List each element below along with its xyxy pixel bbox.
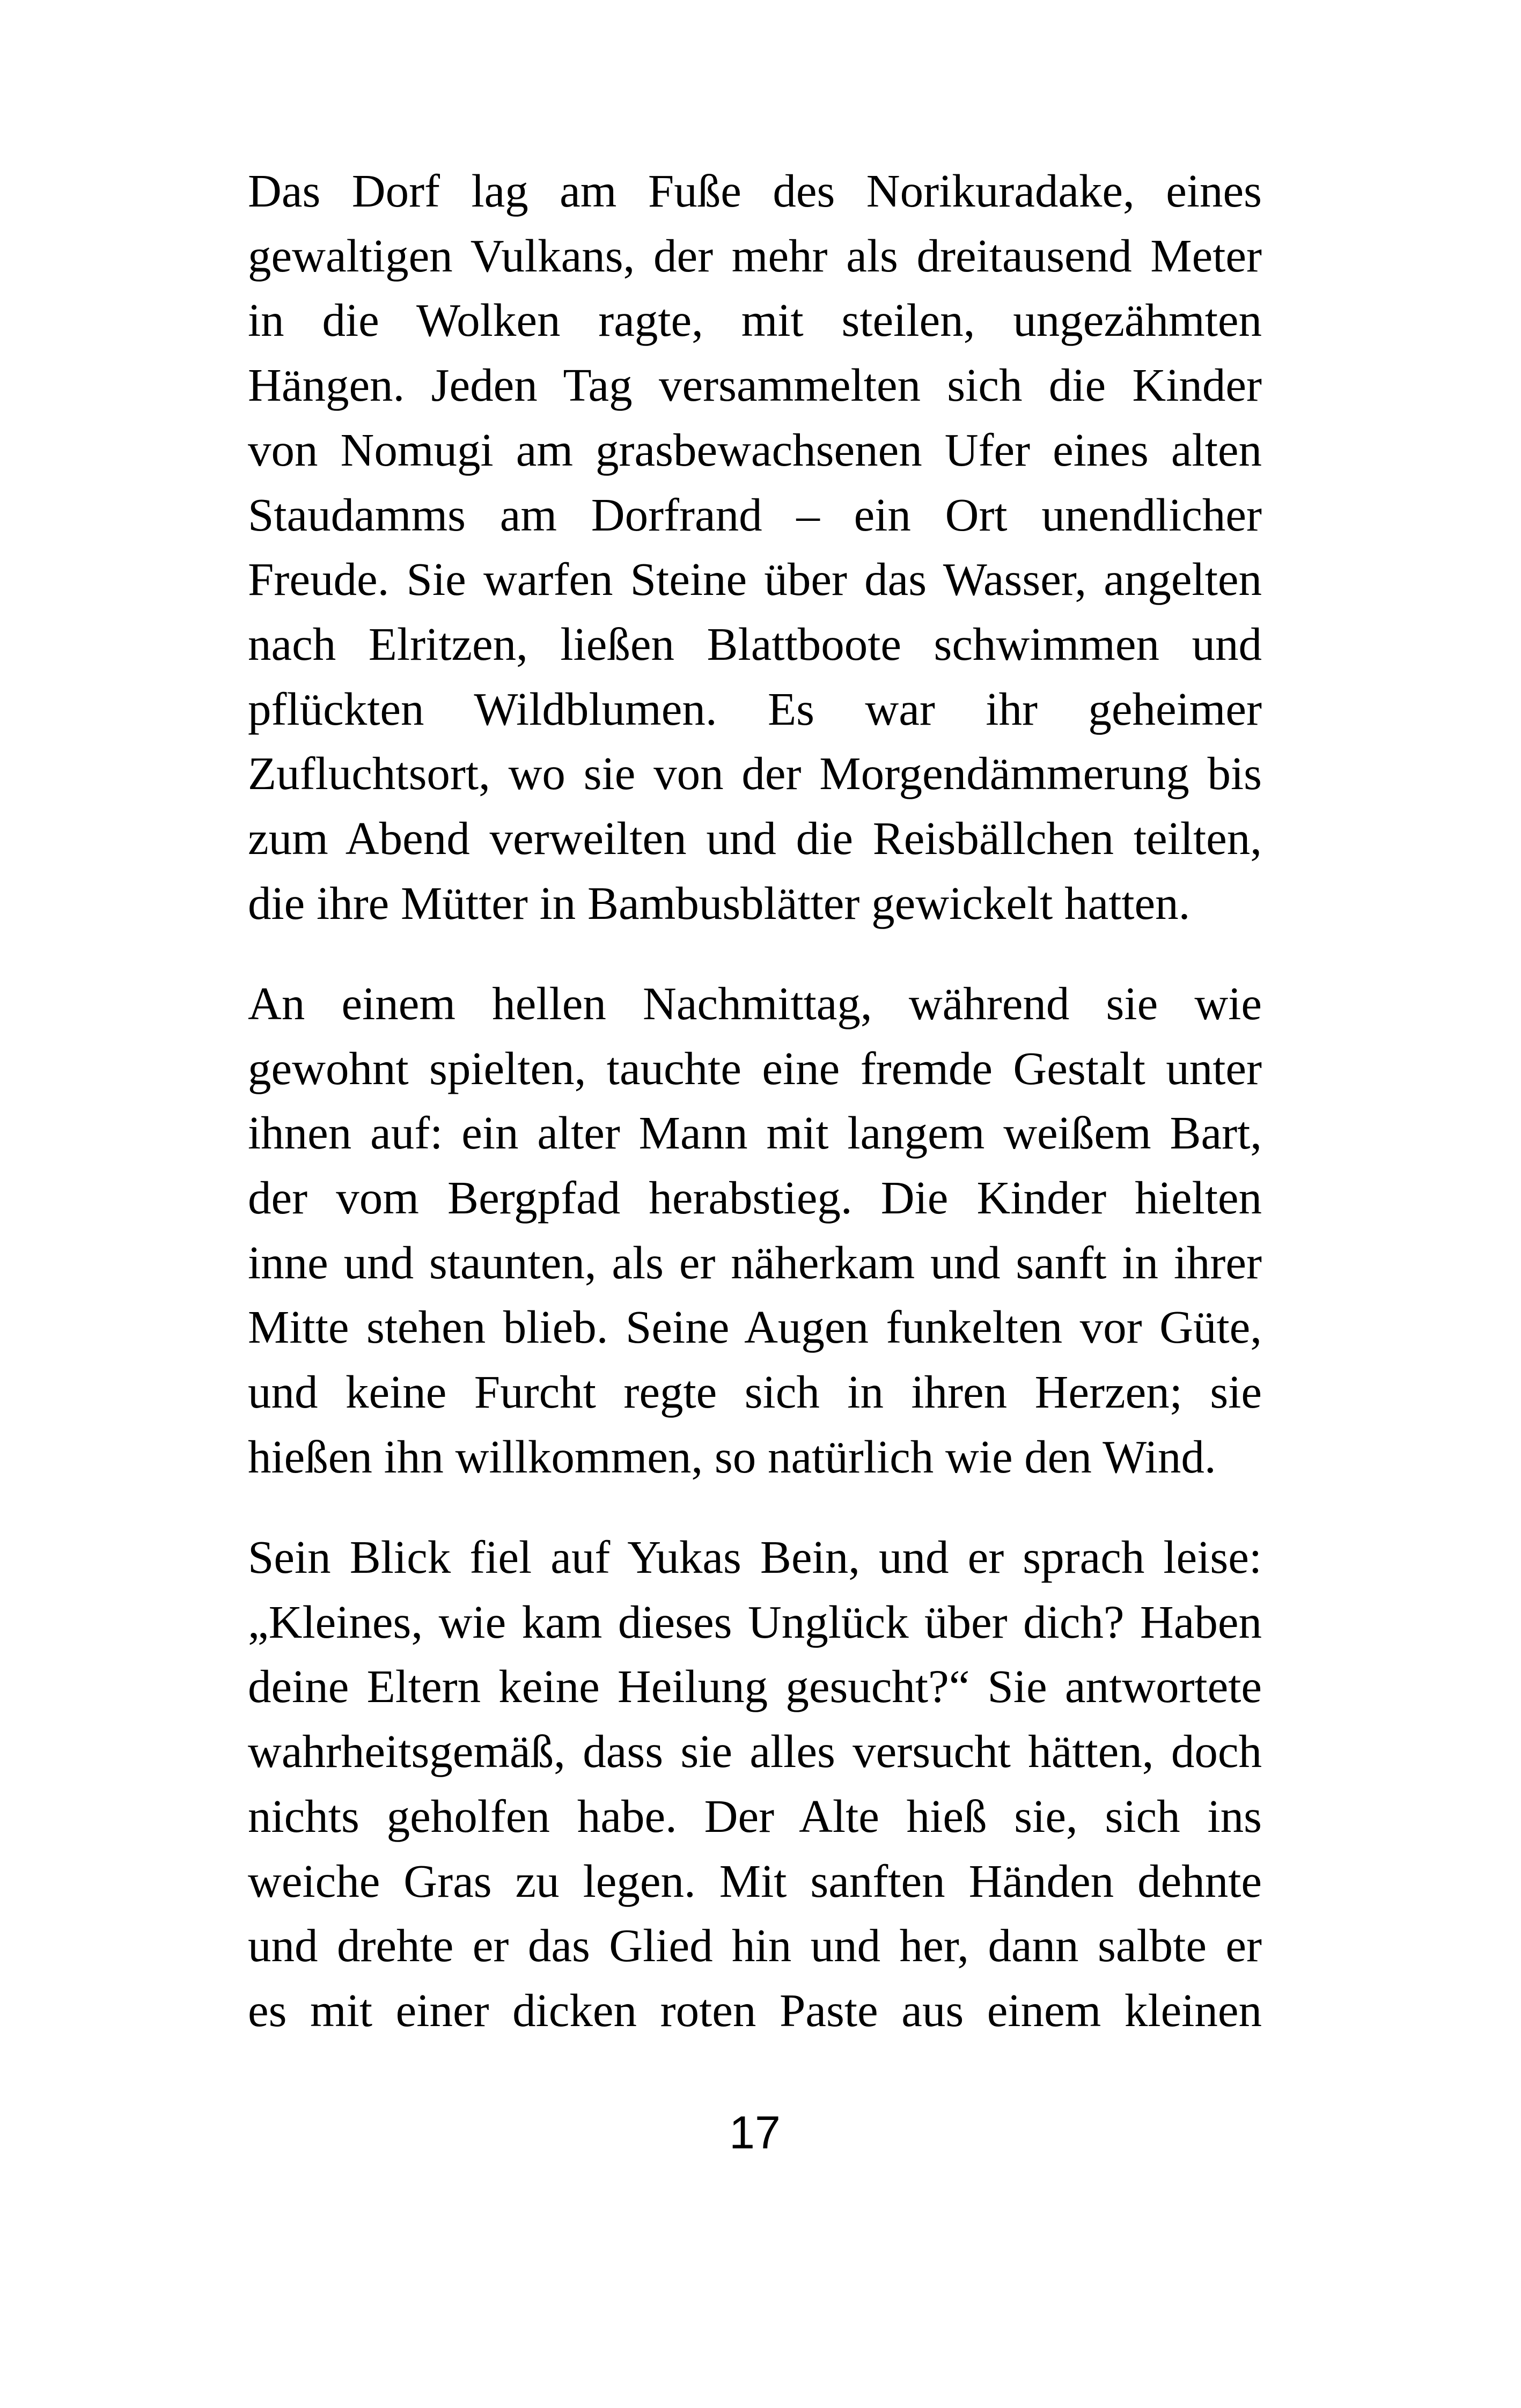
text-line: Das Dorf lag am Fuße des Norikuradake, eines: [248, 165, 1262, 217]
text-line: von Nomugi am grasbewachsenen Ufer eines alten: [248, 423, 1262, 476]
paragraph-1: [248, 159, 1262, 936]
text-line: deine Eltern keine Heilung gesucht?“ Sie antwortete: [248, 1660, 1262, 1713]
text-line: ihnen auf: ein alter Mann mit langem weißem Bart,: [248, 1107, 1262, 1159]
paragraph-2: [248, 971, 1262, 1490]
text-line: nichts geholfen habe. Der Alte hieß sie, sich ins: [248, 1790, 1262, 1842]
paragraph-3: [248, 1525, 1262, 2043]
text-line: Hängen. Jeden Tag versammelten sich die Kinder: [248, 359, 1262, 411]
text-line: Staudamms am Dorfrand – ein Ort unendlicher: [248, 488, 1262, 541]
text-line: Sein Blick fiel auf Yukas Bein, und er sprach leise:: [248, 1531, 1262, 1584]
page-number: 17: [729, 2107, 781, 2159]
text-line: nach Elritzen, ließen Blattboote schwimmen und: [248, 617, 1262, 670]
text-line: Zufluchtsort, wo sie von der Morgendämmerung bis: [248, 747, 1262, 800]
text-line: in die Wolken ragte, mit steilen, ungezähmten: [248, 294, 1262, 347]
text-line: die ihre Mütter in Bambusblätter gewickelt hatten.: [248, 877, 1191, 929]
text-line: hießen ihn willkommen, so natürlich wie den Wind.: [248, 1430, 1216, 1483]
text-line: Mitte stehen blieb. Seine Augen funkelten vor Güte,: [248, 1301, 1262, 1353]
body-text: [248, 159, 1262, 2043]
text-line: wahrheitsgemäß, dass sie alles versucht hätten, doch: [248, 1725, 1262, 1778]
text-line: der vom Bergpfad herabstieg. Die Kinder hielten: [248, 1172, 1262, 1224]
text-line: zum Abend verweilten und die Reisbällchen teilten,: [248, 812, 1262, 865]
text-line: Freude. Sie warfen Steine über das Wasser, angelten: [248, 553, 1262, 606]
text-line: gewohnt spielten, tauchte eine fremde Gestalt unter: [248, 1042, 1262, 1094]
text-line: weiche Gras zu legen. Mit sanften Händen dehnte: [248, 1854, 1262, 1907]
text-line: gewaltigen Vulkans, der mehr als dreitausend Meter: [248, 229, 1262, 282]
text-line: es mit einer dicken roten Paste aus einem kleinen: [248, 1984, 1262, 2036]
text-line: An einem hellen Nachmittag, während sie wie: [248, 977, 1262, 1029]
text-line: pflückten Wildblumen. Es war ihr geheimer: [248, 682, 1262, 735]
text-line: „Kleines, wie kam dieses Unglück über dich? Haben: [248, 1595, 1262, 1648]
text-line: und drehte er das Glied hin und her, dann salbte er: [248, 1919, 1262, 1972]
text-line: inne und staunten, als er näherkam und sanft in ihrer: [248, 1236, 1262, 1288]
text-line: und keine Furcht regte sich in ihren Herzen; sie: [248, 1366, 1262, 1418]
